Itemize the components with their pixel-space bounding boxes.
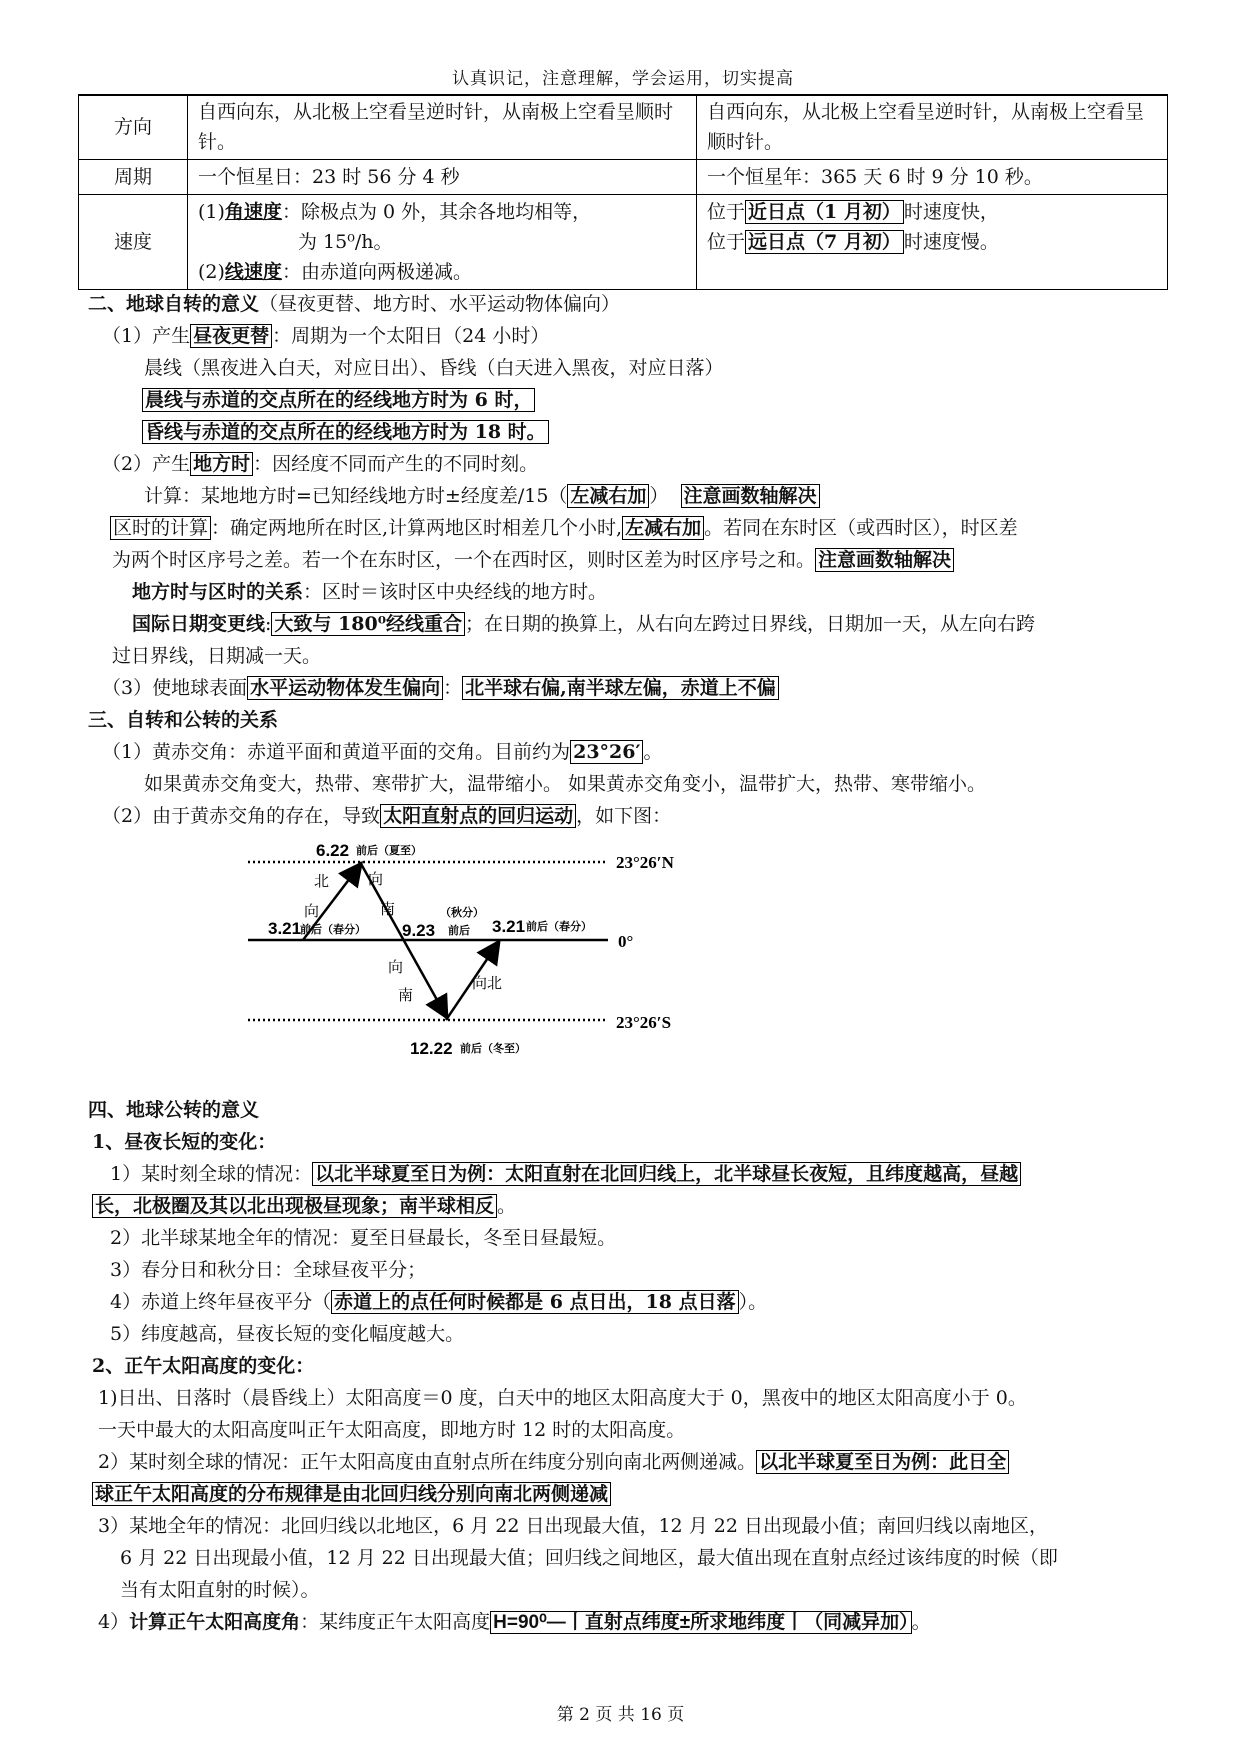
period-revolution-cell: 一个恒星年：365 天 6 时 9 分 10 秒。 bbox=[697, 160, 1168, 195]
subsection-1-title: 1、昼夜长短的变化： bbox=[92, 1131, 277, 1153]
section-2-heading: 二、地球自转的意义 bbox=[88, 293, 260, 315]
s1-item-4-end: ）。 bbox=[738, 1291, 768, 1313]
aphelion-pre: 位于 bbox=[707, 231, 746, 253]
sec2-item-2-pre: （2）产生 bbox=[102, 453, 191, 475]
aphelion-box: 远日点（7 月初） bbox=[745, 230, 904, 254]
page-footer: 第 2 页 共 16 页 bbox=[556, 1705, 685, 1725]
migration-pre: （2）由于黄赤交角的存在，导致 bbox=[102, 805, 381, 827]
arrow-label-north-2: 向 bbox=[304, 902, 320, 920]
s1-item-2: 2）北半球某地全年的情况：夏至日昼最长，冬至日昼最短。 bbox=[110, 1227, 617, 1249]
sec2-item-2 bbox=[88, 448, 1170, 480]
migration-box: 太阳直射点的回归运动 bbox=[380, 804, 576, 828]
s2-item-3: 3）某地全年的情况：北回归线以北地区，6 月 22 日出现最大值，12 月 22 日出现最小值；南回归线以南地区， bbox=[98, 1515, 1048, 1537]
spring-date-right: 3.21 bbox=[492, 917, 526, 936]
perihelion-post: 时速度快， bbox=[903, 201, 999, 223]
calc-axis-box: 注意画数轴解决 bbox=[681, 484, 820, 508]
direction-revolution-cell: 自西向东，从北极上空看呈逆时针，从南极上空看呈顺时针。 bbox=[697, 95, 1168, 160]
sec2-item-1 bbox=[88, 320, 1170, 352]
date-line-term: 国际日期变更线 bbox=[132, 613, 266, 635]
calc-pre: 计算：某地地方时=已知经线地方时±经度差/15（ bbox=[144, 485, 568, 507]
sec2-item-1-pre: （1）产生 bbox=[102, 325, 191, 347]
s2-item-2-cont bbox=[88, 1478, 1170, 1510]
date-line-row-2: 过日界线，日期减一天。 bbox=[112, 645, 322, 667]
spring-note-left: 前后（春分） bbox=[300, 923, 366, 936]
s2-item-4 bbox=[88, 1606, 1170, 1639]
s1-item-4-pre: 4）赤道上终年昼夜平分（ bbox=[110, 1291, 332, 1313]
day-night-box: 昼夜更替 bbox=[190, 324, 272, 348]
zone-axis-box: 注意画数轴解决 bbox=[815, 548, 954, 572]
evening-line-box: 昏线与赤道的交点所在的经线地方时为 18 时。 bbox=[142, 420, 549, 444]
relation-line bbox=[88, 576, 1170, 608]
linear-prefix: (2) bbox=[198, 261, 225, 283]
angular-prefix: (1) bbox=[198, 201, 225, 223]
morning-line-box: 晨线与赤道的交点所在的经线地方时为 6 时， bbox=[142, 388, 535, 412]
autumn-note: 前后 bbox=[448, 924, 470, 937]
solar-migration-diagram bbox=[88, 832, 1170, 1094]
calc-rule-box: 左减右加 bbox=[567, 484, 649, 508]
zone-time-box: 区时的计算 bbox=[110, 516, 211, 540]
row-label-direction: 方向 bbox=[79, 95, 188, 160]
morning-line-box-row bbox=[88, 384, 1170, 416]
summer-date: 6.22 bbox=[316, 841, 350, 860]
zone-text-3: 为两个时区序号之差。若一个在东时区，一个在西时区，则时区差为时区序号之和。 bbox=[112, 549, 816, 571]
obliquity-end: 。 bbox=[643, 741, 663, 763]
page-header: 认真识记，注意理解，学会运用，切实提高 bbox=[78, 64, 1168, 96]
table-row-speed bbox=[79, 195, 1168, 290]
solstice-example-box: 以北半球夏至日为例：太阳直射在北回归线上，北半球昼长夜短，且纬度越高，昼越 bbox=[312, 1162, 1021, 1186]
zone-text-2: 。若同在东时区（或西时区），时区差 bbox=[704, 517, 1018, 539]
deflection-box: 水平运动物体发生偏向 bbox=[247, 676, 443, 700]
angular-speed-term: 角速度 bbox=[224, 201, 282, 223]
noon-formula-box: H=90⁰—丨直射点纬度±所求地纬度丨（同减异加） bbox=[490, 1611, 912, 1634]
zone-rule-box: 左减右加 bbox=[622, 516, 704, 540]
perihelion-box: 近日点（1 月初） bbox=[745, 200, 904, 224]
s2-item-2-pre: 2）某时刻全球的情况：正午太阳高度由直射点所在纬度分别向南北两侧递减。 bbox=[98, 1451, 757, 1473]
south-tropic-label: 23°26′S bbox=[616, 1013, 672, 1032]
noon-pattern-box-2: 球正午太阳高度的分布规律是由北回归线分别向南北两侧递减 bbox=[92, 1482, 611, 1506]
linear-speed-term: 线速度 bbox=[224, 261, 282, 283]
angular-speed-value: 为 15⁰/h。 bbox=[298, 231, 393, 253]
row-label-period: 周期 bbox=[79, 160, 188, 195]
autumn-date: 9.23 bbox=[402, 921, 436, 940]
noon-pattern-box: 以北半球夏至日为例：此日全 bbox=[756, 1450, 1009, 1474]
s2-item-2 bbox=[88, 1446, 1170, 1478]
arrow-label-south-1: 向 bbox=[368, 870, 384, 888]
s1-item-3: 3）春分日和秋分日：全球昼夜平分； bbox=[110, 1259, 427, 1281]
section-4-title: 四、地球公转的意义 bbox=[88, 1099, 260, 1121]
aphelion-post: 时速度慢。 bbox=[903, 231, 999, 253]
arrow-label-north-1: 北 bbox=[314, 872, 330, 890]
local-time-calc bbox=[88, 480, 1170, 512]
autumn-label: （秋分） bbox=[440, 906, 484, 919]
sec2-item-1-post: ：周期为一个太阳日（24 小时） bbox=[272, 325, 550, 347]
table-row-direction bbox=[79, 95, 1168, 160]
s1-item-4 bbox=[88, 1286, 1170, 1318]
subsection-2-title: 2、正午太阳高度的变化： bbox=[92, 1355, 315, 1377]
obliquity-text: （1）黄赤交角：赤道平面和黄道平面的交角。目前约为 bbox=[102, 741, 571, 763]
terminator-lines-text: 晨线（黑夜进入白天，对应日出）、昏线（白天进入黑夜，对应日落） bbox=[144, 357, 724, 379]
date-line-row bbox=[88, 608, 1170, 640]
date-line-colon: : bbox=[265, 613, 272, 635]
s1-item-1-end: 。 bbox=[497, 1195, 517, 1217]
noon-angle-term: 计算正午太阳高度角 bbox=[129, 1611, 301, 1633]
sec2-item-2-post: ：因经度不同而产生的不同时刻。 bbox=[253, 453, 539, 475]
period-rotation-cell: 一个恒星日：23 时 56 分 4 秒 bbox=[188, 160, 697, 195]
section-3-title: 三、自转和公转的关系 bbox=[88, 709, 279, 731]
table-row-period bbox=[79, 160, 1168, 195]
arrow-label-south-3: 向 bbox=[388, 958, 404, 976]
equator-label: 0° bbox=[618, 932, 634, 951]
arrow-label-north-right: 向北 bbox=[472, 974, 503, 992]
deflection-rule-box: 北半球右偏,南半球左偏，赤道上不偏 bbox=[462, 676, 779, 700]
perihelion-pre: 位于 bbox=[707, 201, 746, 223]
arrow-label-south-4: 南 bbox=[398, 986, 414, 1004]
s2-item-4-pre: 4） bbox=[98, 1611, 130, 1633]
spring-note-right: 前后（春分） bbox=[526, 920, 592, 933]
summer-note: 前后（夏至） bbox=[356, 844, 422, 857]
migration-svg bbox=[248, 832, 768, 1094]
date-line-box: 大致与 180⁰经线重合 bbox=[271, 612, 465, 636]
s2-item-1-cont: 一天中最大的太阳高度叫正午太阳高度，即地方时 12 时的太阳高度。 bbox=[98, 1419, 686, 1441]
spring-date-left: 3.21 bbox=[268, 919, 302, 938]
solstice-example-box-2: 长，北极圈及其以北出现极昼现象；南半球相反 bbox=[92, 1194, 497, 1218]
angular-speed-text: ：除极点为 0 外，其余各地均相等， bbox=[281, 201, 592, 223]
main-content bbox=[88, 288, 1170, 1639]
linear-speed-text: ：由赤道向两极递减。 bbox=[281, 261, 472, 283]
perihelion-line bbox=[707, 197, 1157, 227]
row-label-speed: 速度 bbox=[79, 195, 188, 290]
sec3-item-1 bbox=[88, 736, 1170, 768]
winter-date: 12.22 bbox=[410, 1039, 453, 1058]
rotation-revolution-table bbox=[78, 94, 1168, 290]
sec2-item-3-pre: （3）使地球表面 bbox=[102, 677, 248, 699]
obliquity-box: 23°26′ bbox=[570, 740, 643, 764]
sec2-item-3 bbox=[88, 672, 1170, 704]
deflection-colon: ： bbox=[443, 677, 463, 699]
angular-speed-line bbox=[198, 197, 686, 227]
linear-speed-line bbox=[198, 257, 686, 287]
local-time-box: 地方时 bbox=[190, 452, 253, 476]
zone-text-1: ：确定两地所在时区,计算两地区时相差几个小时, bbox=[211, 517, 623, 539]
s1-item-1-cont bbox=[88, 1190, 1170, 1222]
aphelion-line bbox=[707, 227, 1157, 257]
direction-rotation-cell: 自西向东，从北极上空看呈逆时针，从南极上空看呈顺时针。 bbox=[188, 95, 697, 160]
section-2-note: （昼夜更替、地方时、水平运动物体偏向） bbox=[259, 293, 621, 315]
section-2-title bbox=[88, 288, 1170, 320]
migration-post: ，如下图： bbox=[576, 805, 672, 827]
obliquity-effect: 如果黄赤交角变大，热带、寒带扩大，温带缩小。 如果黄赤交角变小，温带扩大，热带、寒带缩小。 bbox=[144, 773, 987, 795]
s2-item-4-end: 。 bbox=[911, 1611, 931, 1633]
date-line-text: ；在日期的换算上，从右向左跨过日界线，日期加一天，从左向右跨 bbox=[465, 613, 1036, 635]
speed-revolution-cell bbox=[697, 195, 1168, 290]
winter-note: 前后（冬至） bbox=[460, 1042, 526, 1055]
arrow-label-south-2: 南 bbox=[380, 900, 396, 918]
evening-line-box-row bbox=[88, 416, 1170, 448]
zone-time-calc-2 bbox=[88, 544, 1170, 576]
calc-mid: ） bbox=[649, 485, 669, 507]
relation-text: ：区时＝该时区中央经线的地方时。 bbox=[303, 581, 608, 603]
s1-item-1-pre: 1）某时刻全球的情况： bbox=[110, 1163, 313, 1185]
s2-item-1: 1)日出、日落时（晨昏线上）太阳高度＝0 度，白天中的地区太阳高度大于 0，黑夜中的地区太阳高度小于 0。 bbox=[98, 1387, 1027, 1409]
noon-angle-text: ：某纬度正午太阳高度 bbox=[300, 1611, 491, 1633]
s2-item-3-cont: 6 月 22 日出现最小值，12 月 22 日出现最大值；回归线之间地区，最大值出现在直射点经过该纬度的时候（即 bbox=[120, 1547, 1058, 1569]
speed-rotation-cell bbox=[188, 195, 697, 290]
equator-day-box: 赤道上的点任何时候都是 6 点日出，18 点日落 bbox=[331, 1290, 739, 1314]
s2-item-3-cont-2: 当有太阳直射的时候）。 bbox=[120, 1579, 320, 1601]
sec3-item-2 bbox=[88, 800, 1170, 832]
s1-item-1 bbox=[88, 1158, 1170, 1190]
s1-item-5: 5）纬度越高，昼夜长短的变化幅度越大。 bbox=[110, 1323, 465, 1345]
north-tropic-label: 23°26′N bbox=[616, 853, 674, 872]
zone-time-calc bbox=[88, 512, 1170, 544]
relation-term: 地方时与区时的关系 bbox=[132, 581, 304, 603]
